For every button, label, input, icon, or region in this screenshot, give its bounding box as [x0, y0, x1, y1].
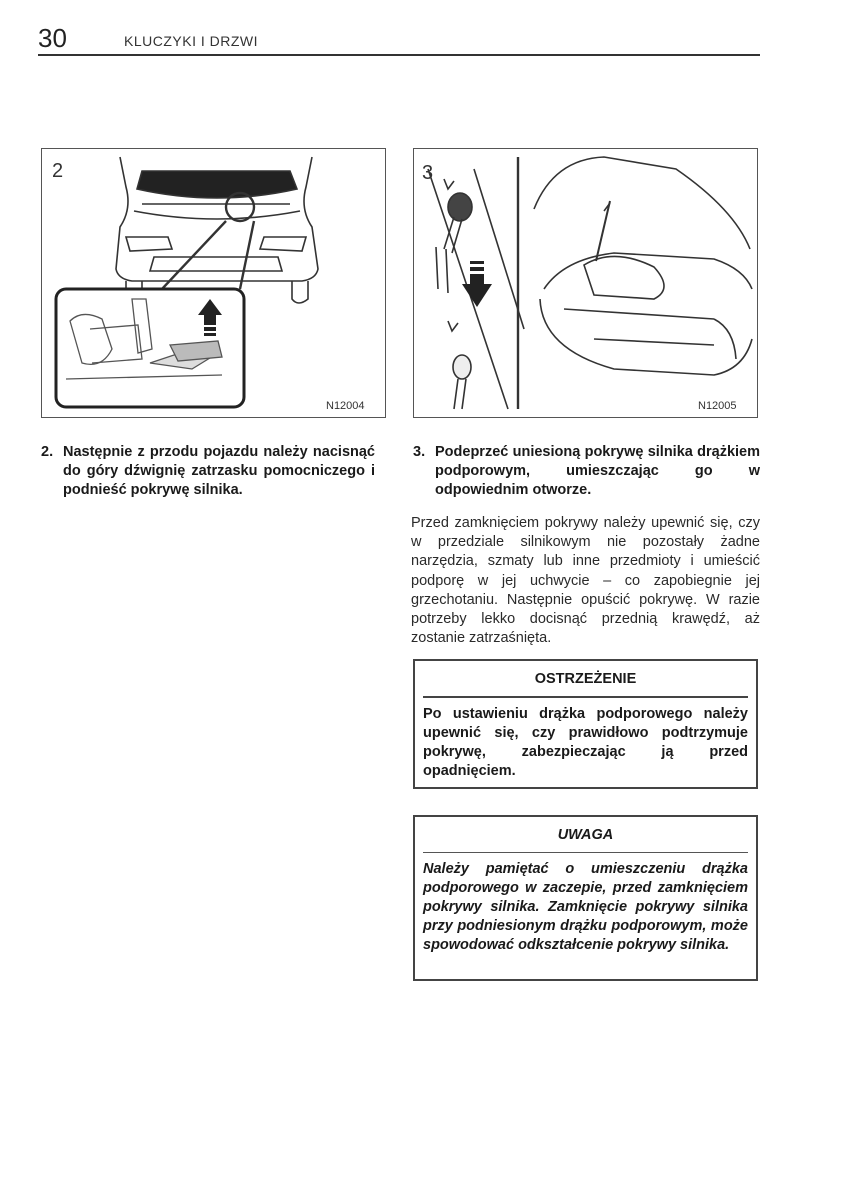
figure-code: N12005: [698, 400, 737, 412]
figure-code: N12004: [326, 400, 365, 412]
note-text: Należy pamiętać o umieszczeniu drążka podporowego w zaczepie, przed zamknięciem pokrywy silnika. Zamknięcie pokrywy silnika przy podniesionym drążku podporowym, może spowodować odkształcenie pokrywy silnika.: [423, 861, 748, 953]
step-number: 2.: [41, 444, 54, 460]
figure-number: 3: [422, 162, 434, 184]
figure-hood-latch: [41, 148, 386, 418]
hood-support-illustration: [414, 149, 757, 417]
warning-text: Po ustawieniu drążka podporowego należy upewnić się, czy prawidłowo podtrzymuje pokrywę, zabezpieczając ją przed opadnięciem.: [423, 706, 748, 779]
figure-number: 2: [52, 160, 64, 182]
step-3: [413, 443, 760, 500]
step-text: Podeprzeć uniesioną pokrywę silnika drążkiem podporowym, umieszczając go w odpowiednim otworze.: [435, 444, 760, 498]
step-2: [41, 443, 375, 500]
warning-title: OSTRZEŻENIE: [423, 661, 748, 698]
hood-latch-illustration: [42, 149, 385, 417]
page-header: [38, 24, 760, 56]
step-text: Następnie z przodu pojazdu należy nacisnąć do góry dźwignię zatrzasku pomocniczego i podnieść pokrywę silnika.: [63, 444, 375, 498]
warning-box: [413, 659, 758, 789]
step-number: 3.: [413, 444, 426, 460]
note-title: UWAGA: [423, 817, 748, 853]
figure-hood-support: [413, 148, 758, 418]
section-title: KLUCZYKI I DRZWI: [124, 33, 259, 49]
closing-instructions-paragraph: Przed zamknięciem pokrywy należy upewnić się, czy w przedziale silnikowym nie pozostały żadne narzędzia, szmaty lub inne przedmioty i umieścić podporę w jej uchwycie – co zapobiegnie jej grzechotaniu. Następnie opuścić pokrywę. W razie potrzeby lekko docisnąć przednią krawędź, aż zostanie zatrzaśnięta.: [411, 515, 760, 647]
note-box: [413, 815, 758, 981]
page-number: 30: [38, 23, 67, 53]
